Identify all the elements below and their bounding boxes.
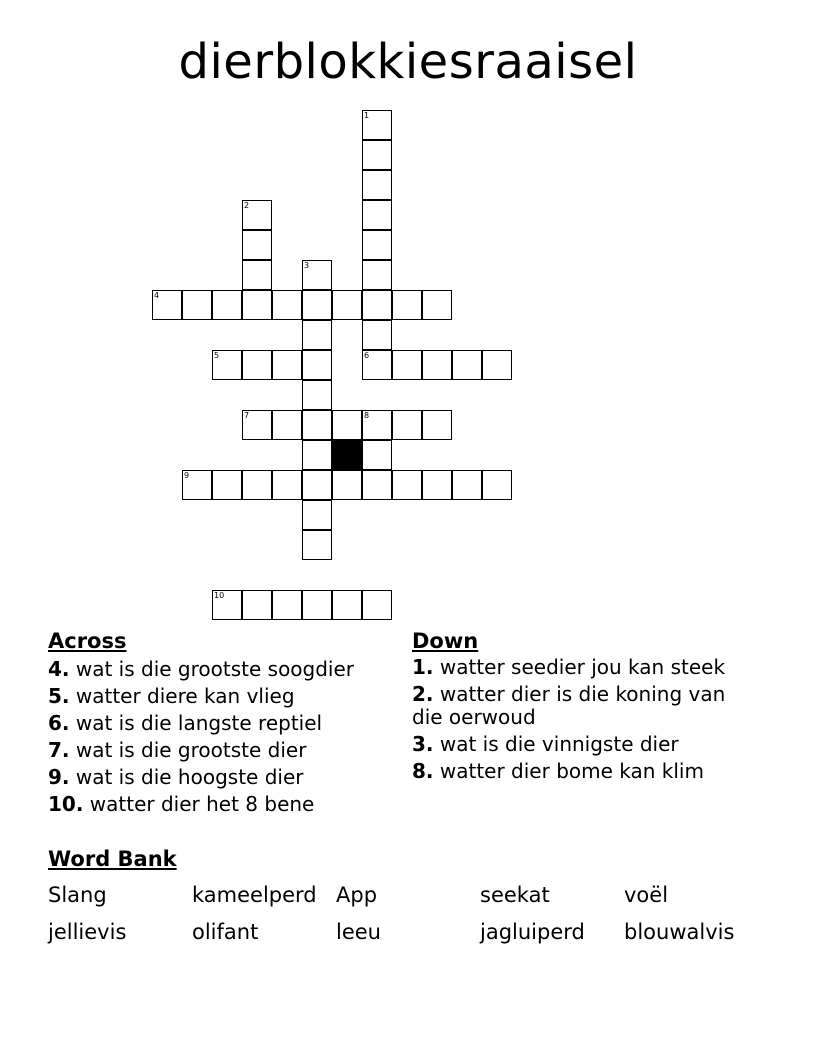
grid-cell[interactable]	[212, 470, 242, 500]
grid-cell[interactable]	[392, 410, 422, 440]
word-bank	[48, 845, 768, 946]
word-bank-word: blouwalvis	[624, 920, 735, 944]
grid-cell[interactable]	[332, 470, 362, 500]
grid-cell[interactable]	[362, 350, 392, 380]
grid-cell[interactable]	[302, 350, 332, 380]
cell-number: 7	[244, 411, 250, 420]
word-bank-word: voël	[624, 883, 669, 907]
grid-cell[interactable]	[362, 110, 392, 140]
clue-text: watter dier is die koning van die oerwoud	[412, 682, 726, 729]
grid-cell[interactable]	[242, 470, 272, 500]
grid-cell[interactable]	[362, 470, 392, 500]
grid-cell[interactable]	[212, 590, 242, 620]
clue-number: 8.	[412, 759, 434, 783]
clue-text: wat is die vinnigste dier	[433, 732, 679, 756]
grid-cell[interactable]	[332, 590, 362, 620]
grid-cell[interactable]	[362, 260, 392, 290]
grid-cell[interactable]	[242, 590, 272, 620]
grid-cell[interactable]	[302, 590, 332, 620]
grid-cell[interactable]	[332, 290, 362, 320]
grid-cell[interactable]	[362, 230, 392, 260]
clue-number: 7.	[48, 738, 70, 762]
clue-number: 2.	[412, 682, 434, 706]
grid-cell[interactable]	[362, 170, 392, 200]
clue-number: 4.	[48, 657, 70, 681]
grid-cell[interactable]	[452, 470, 482, 500]
word-bank-heading: Word Bank	[48, 847, 177, 871]
across-heading: Across	[48, 629, 127, 653]
grid-cell[interactable]	[242, 260, 272, 290]
grid-cell[interactable]	[482, 350, 512, 380]
across-clue	[48, 764, 393, 791]
clue-number: 5.	[48, 684, 70, 708]
cell-number: 6	[364, 351, 370, 360]
grid-cell[interactable]	[362, 440, 392, 470]
across-clue	[48, 683, 393, 710]
grid-cell[interactable]	[302, 290, 332, 320]
cell-number: 5	[214, 351, 220, 360]
word-bank-word: olifant	[192, 920, 259, 944]
grid-cell[interactable]	[302, 500, 332, 530]
clue-text: wat is die grootste soogdier	[69, 657, 355, 681]
cell-number: 4	[154, 291, 160, 300]
clue-text: wat is die grootste dier	[69, 738, 307, 762]
grid-cell[interactable]	[422, 410, 452, 440]
down-clues	[412, 628, 762, 787]
clue-number: 10.	[48, 792, 84, 816]
grid-cell[interactable]	[242, 230, 272, 260]
grid-cell[interactable]	[362, 290, 392, 320]
grid-cell[interactable]	[302, 440, 332, 470]
clue-number: 6.	[48, 711, 70, 735]
grid-cell[interactable]	[272, 350, 302, 380]
grid-cell[interactable]	[242, 200, 272, 230]
grid-cell[interactable]	[242, 410, 272, 440]
down-heading: Down	[412, 629, 479, 653]
grid-cell[interactable]	[272, 290, 302, 320]
grid-cell[interactable]	[452, 350, 482, 380]
across-clue	[48, 791, 393, 818]
clue-text: watter dier het 8 bene	[83, 792, 315, 816]
down-clue	[412, 683, 762, 729]
across-clues	[48, 628, 393, 818]
word-bank-word: jellievis	[48, 920, 127, 944]
cell-number: 3	[304, 261, 310, 270]
grid-cell[interactable]	[302, 410, 332, 440]
grid-cell[interactable]	[302, 380, 332, 410]
across-clue	[48, 710, 393, 737]
word-bank-word: leeu	[336, 920, 381, 944]
grid-cell[interactable]	[392, 290, 422, 320]
grid-cell[interactable]	[212, 290, 242, 320]
grid-cell[interactable]	[152, 290, 182, 320]
down-clue	[412, 760, 762, 783]
down-clue	[412, 656, 762, 679]
word-bank-word: jagluiperd	[480, 920, 585, 944]
across-clue	[48, 656, 393, 683]
clue-number: 9.	[48, 765, 70, 789]
clue-text: watter seedier jou kan steek	[433, 655, 726, 679]
clue-text: watter dier bome kan klim	[433, 759, 704, 783]
grid-cell[interactable]	[422, 470, 452, 500]
clue-number: 3.	[412, 732, 434, 756]
cell-number: 9	[184, 471, 190, 480]
clue-text: wat is die langste reptiel	[69, 711, 323, 735]
grid-cell[interactable]	[392, 470, 422, 500]
word-bank-list	[48, 882, 768, 946]
grid-cell[interactable]	[272, 470, 302, 500]
clue-text: watter diere kan vlieg	[69, 684, 295, 708]
grid-cell[interactable]	[362, 590, 392, 620]
word-bank-word: kameelperd	[192, 883, 317, 907]
grid-cell[interactable]	[422, 290, 452, 320]
black-cell	[332, 440, 362, 470]
cell-number: 2	[244, 201, 250, 210]
cell-number: 1	[364, 111, 370, 120]
grid-cell[interactable]	[482, 470, 512, 500]
grid-cell[interactable]	[302, 530, 332, 560]
grid-cell[interactable]	[272, 410, 302, 440]
word-bank-word: seekat	[480, 883, 550, 907]
clue-number: 1.	[412, 655, 434, 679]
grid-cell[interactable]	[422, 350, 452, 380]
grid-cell[interactable]	[272, 590, 302, 620]
grid-cell[interactable]	[362, 410, 392, 440]
grid-cell[interactable]	[362, 140, 392, 170]
grid-cell[interactable]	[302, 470, 332, 500]
grid-cell[interactable]	[302, 260, 332, 290]
grid-cell[interactable]	[392, 350, 422, 380]
clue-text: wat is die hoogste dier	[69, 765, 304, 789]
grid-cell[interactable]	[362, 200, 392, 230]
grid-cell[interactable]	[242, 350, 272, 380]
word-bank-word: Slang	[48, 883, 107, 907]
cell-number: 10	[214, 591, 225, 600]
grid-cell[interactable]	[362, 320, 392, 350]
grid-cell[interactable]	[302, 320, 332, 350]
grid-cell[interactable]	[212, 350, 242, 380]
grid-cell[interactable]	[332, 410, 362, 440]
grid-cell[interactable]	[242, 290, 272, 320]
puzzle-title: dierblokkiesraaisel	[178, 34, 638, 90]
grid-cell[interactable]	[182, 470, 212, 500]
down-clue	[412, 733, 762, 756]
across-clue	[48, 737, 393, 764]
cell-number: 8	[364, 411, 370, 420]
word-bank-word: App	[336, 883, 378, 907]
grid-cell[interactable]	[182, 290, 212, 320]
